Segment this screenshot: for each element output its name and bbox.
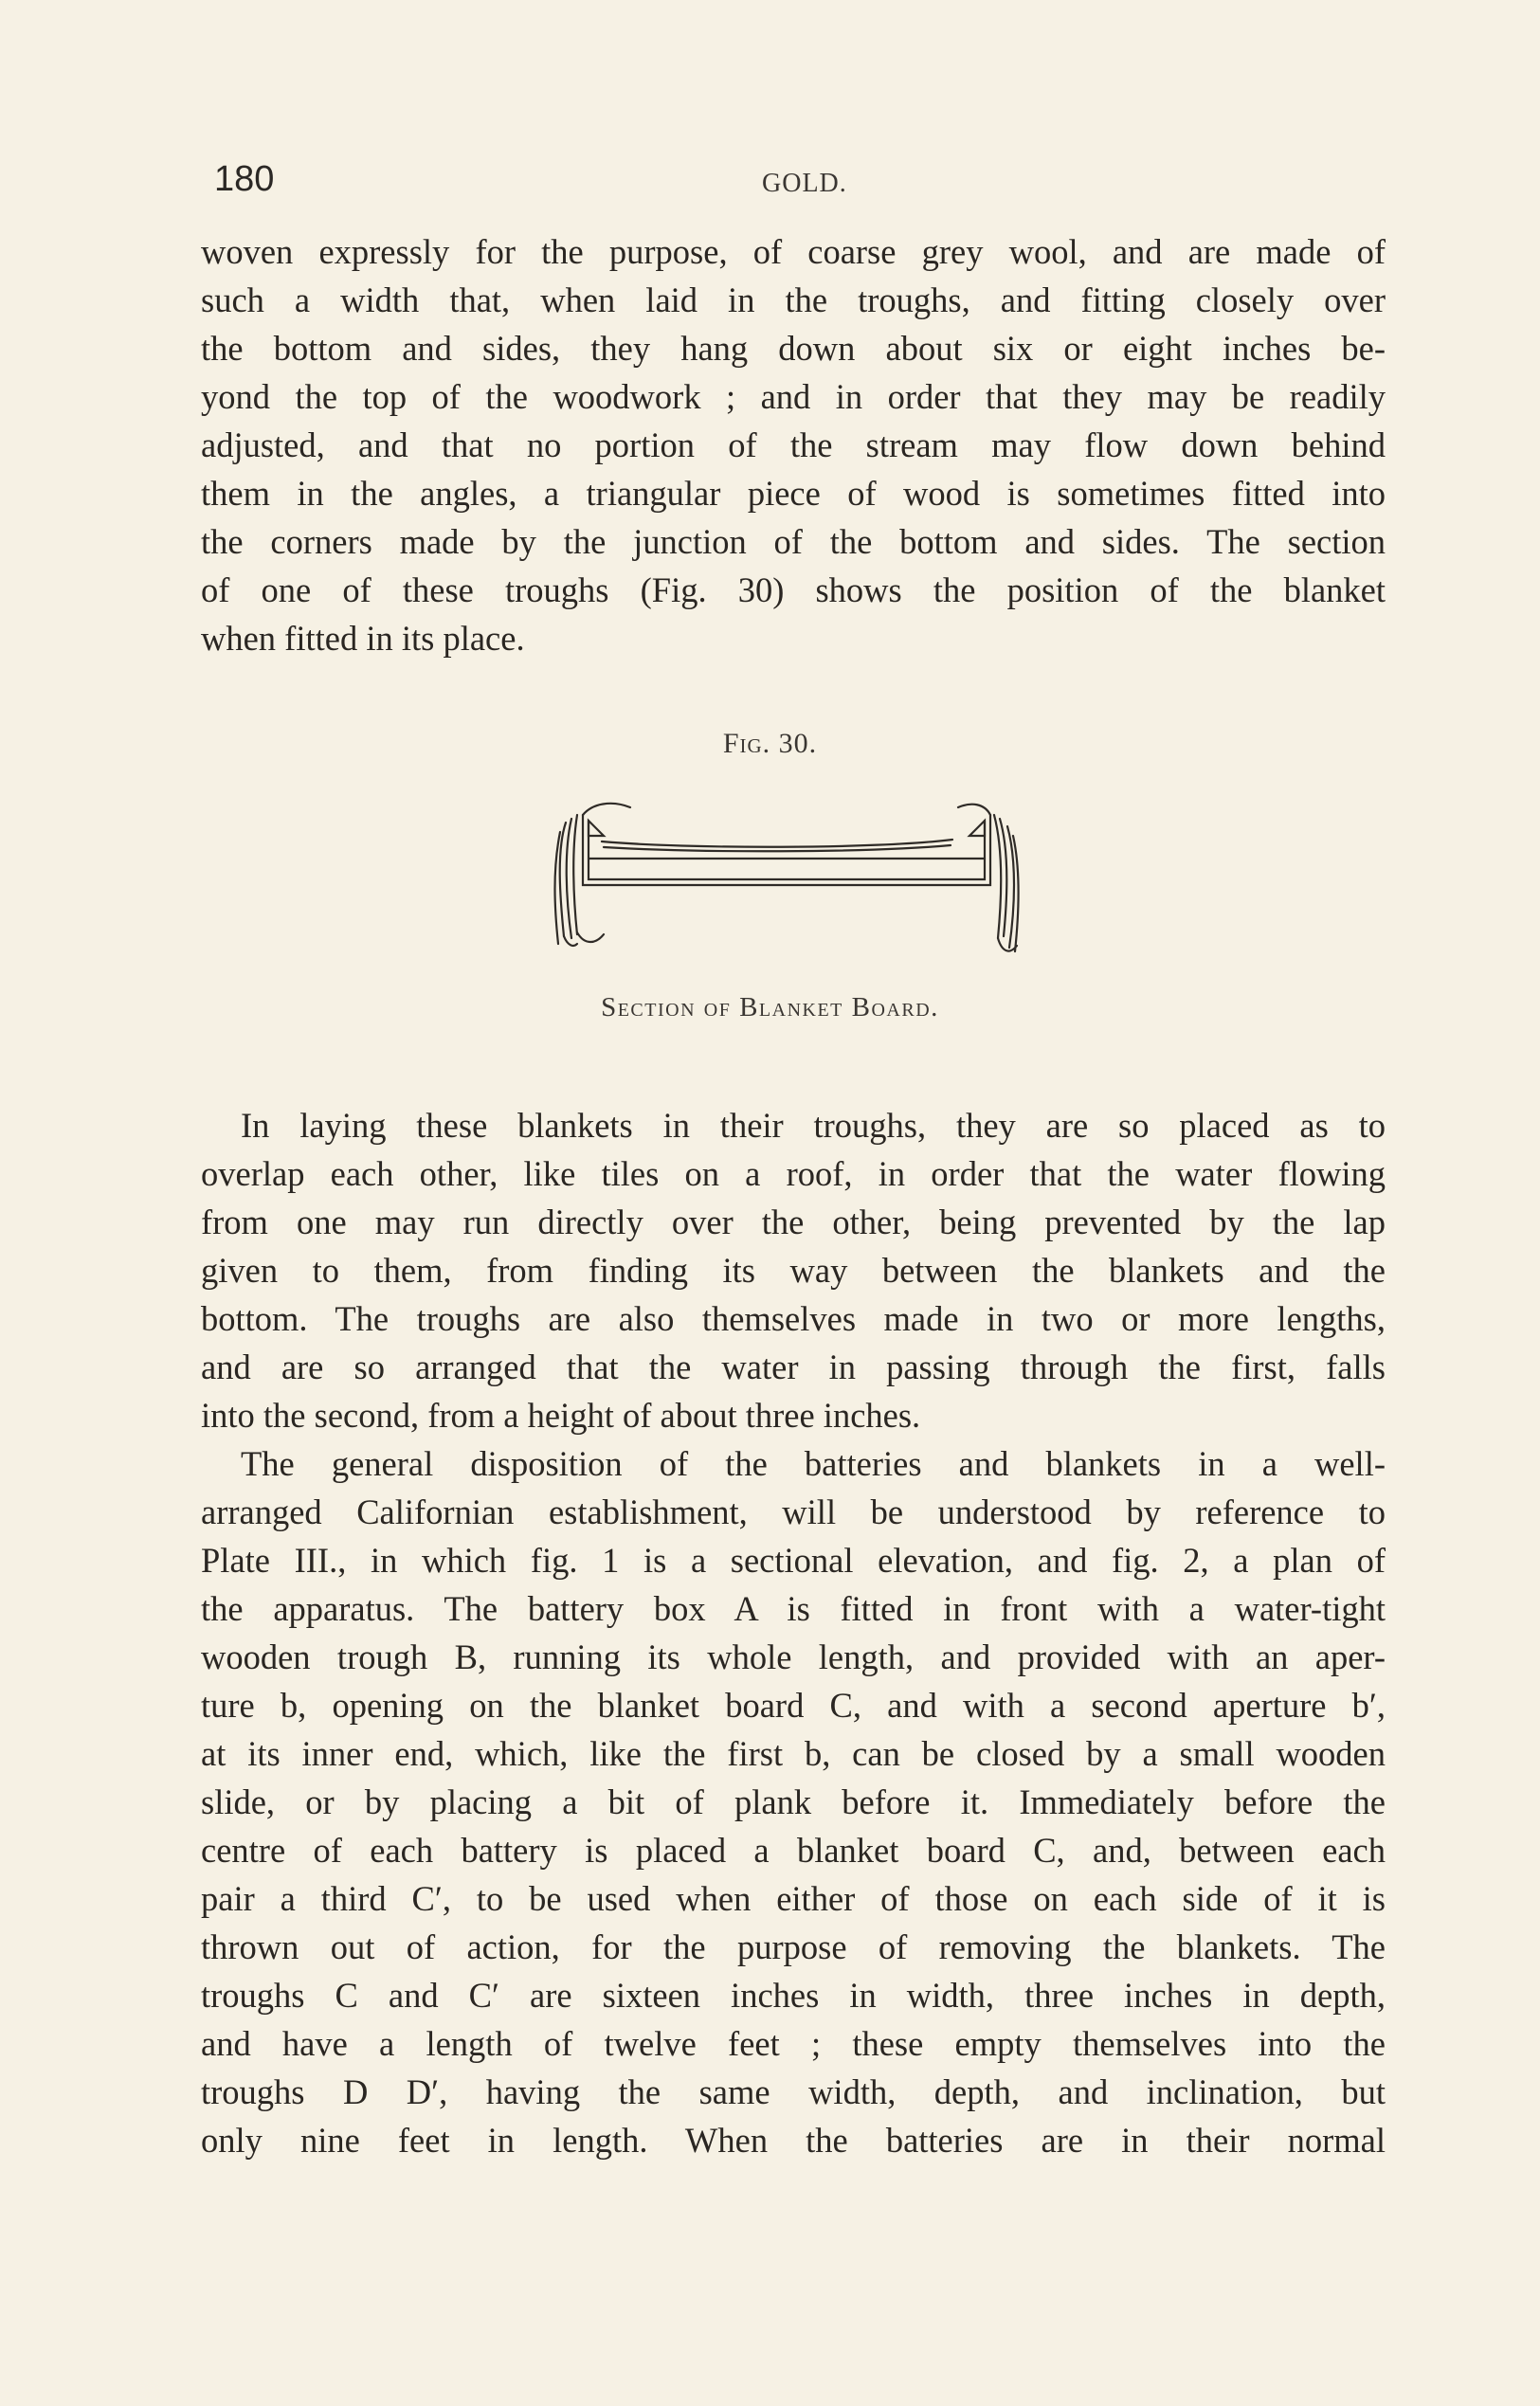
text-line: from one may run directly over the other, being prevented by the lap xyxy=(201,1203,1386,1241)
text-line: slide, or by placing a bit of plank before it. Immediately before the xyxy=(201,1782,1386,1821)
text-line: wooden trough B, running its whole length, and provided with an aper- xyxy=(201,1637,1386,1676)
text-line: yond the top of the woodwork ; and in order that they may be readily xyxy=(201,377,1386,416)
text-line: such a width that, when laid in the troughs, and fitting closely over xyxy=(201,280,1386,319)
text-line: only nine feet in length. When the batteries are in their normal xyxy=(201,2121,1386,2160)
text-line: and have a length of twelve feet ; these empty themselves into the xyxy=(201,2024,1386,2063)
text-line: centre of each battery is placed a blanket board C, and, between each xyxy=(201,1831,1386,1870)
text-line: bottom. The troughs are also themselves made in two or more lengths, xyxy=(201,1299,1386,1338)
text-line: of one of these troughs (Fig. 30) shows the position of the blanket xyxy=(201,570,1386,609)
text-line: troughs D D′, having the same width, depth, and inclination, but xyxy=(201,2072,1386,2111)
text-line: the corners made by the junction of the bottom and sides. The section xyxy=(201,522,1386,561)
figure-label: Fig. 30. xyxy=(722,728,818,759)
paragraph-1 xyxy=(201,227,1386,662)
text-line: into the second, from a height of about three inches. xyxy=(201,1396,921,1435)
running-head: GOLD. xyxy=(762,169,847,198)
blanket-board-section-illustration xyxy=(498,794,1076,965)
text-line: adjusted, and that no portion of the stream may flow down behind xyxy=(201,425,1386,464)
text-line: thrown out of action, for the purpose of removing the blankets. The xyxy=(201,1927,1386,1966)
text-line: the bottom and sides, they hang down about six or eight inches be- xyxy=(201,329,1386,368)
text-line: troughs C and C′ are sixteen inches in width, three inches in depth, xyxy=(201,1976,1386,2015)
paragraph-2 xyxy=(201,1101,1386,1439)
text-line: The general disposition of the batteries and blankets in a well- xyxy=(241,1444,1386,1483)
text-line: the apparatus. The battery box A is fitted in front with a water-tight xyxy=(201,1589,1386,1628)
paragraph-3 xyxy=(201,1439,1386,2164)
figure-caption: Section of Blanket Board. xyxy=(601,992,939,1022)
text-line: arranged Californian establishment, will be understood by reference to xyxy=(201,1492,1386,1531)
text-line: pair a third C′, to be used when either of those on each side of it is xyxy=(201,1879,1386,1918)
text-line: at its inner end, which, like the first b, can be closed by a small wooden xyxy=(201,1734,1386,1773)
text-line: Plate III., in which fig. 1 is a sectional elevation, and fig. 2, a plan of xyxy=(201,1541,1386,1580)
text-line: ture b, opening on the blanket board C, and with a second aperture b′, xyxy=(201,1686,1386,1725)
text-line: In laying these blankets in their troughs, they are so placed as to xyxy=(241,1106,1386,1145)
page-header xyxy=(214,159,1399,207)
text-line: overlap each other, like tiles on a roof, in order that the water flowing xyxy=(201,1154,1386,1193)
text-line: them in the angles, a triangular piece of wood is sometimes fitted into xyxy=(201,474,1386,513)
text-line: given to them, from finding its way between the blankets and the xyxy=(201,1251,1386,1290)
page-number: 180 xyxy=(214,159,275,199)
text-line: woven expressly for the purpose, of coarse grey wool, and are made of xyxy=(201,232,1386,271)
text-line: and are so arranged that the water in passing through the first, falls xyxy=(201,1348,1386,1386)
text-line: when fitted in its place. xyxy=(201,619,525,658)
